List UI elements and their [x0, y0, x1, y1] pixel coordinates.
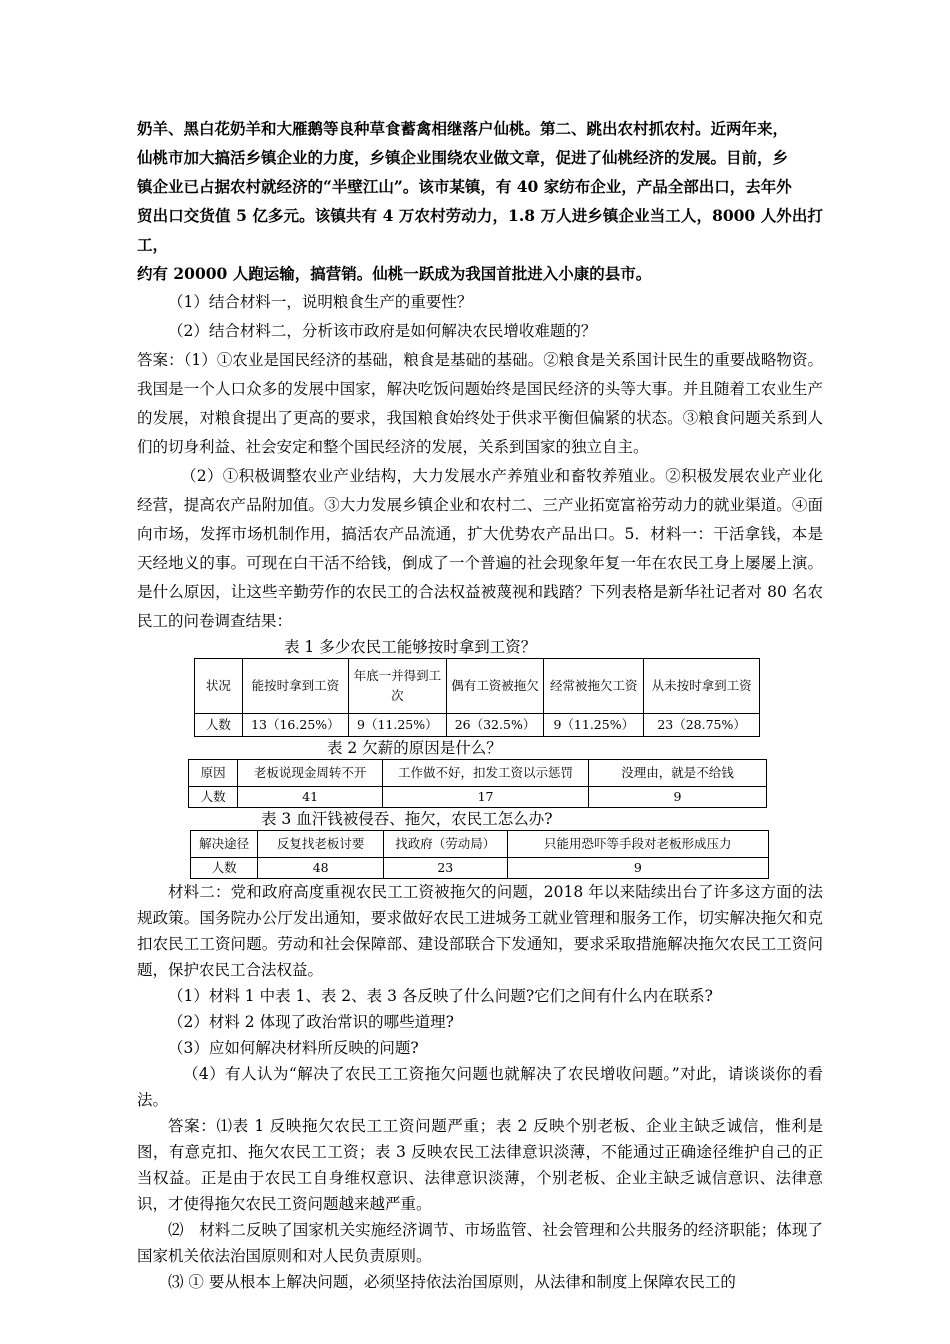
- table-cell: 23（28.75%）: [644, 714, 760, 737]
- table3: [190, 830, 769, 879]
- table-cell: 人数: [191, 858, 258, 879]
- table1: [194, 658, 760, 737]
- table-cell: 反复找老板讨要: [258, 831, 384, 858]
- table-cell: 人数: [189, 787, 238, 808]
- table3-caption: 表 3 血汗钱被侵吞、拖欠，农民工怎么办?: [261, 810, 553, 828]
- table-cell: 从未按时拿到工资: [644, 659, 760, 714]
- table-cell: 状况: [195, 659, 243, 714]
- table-cell: 9: [507, 858, 768, 879]
- material-2: 材料二：党和政府高度重视农民工工资被拖欠的问题，2018 年以来陆续出台了许多这方面的法规政策。国务院办公厅发出通知，要求做好农民工进城务工就业管理和服务工作，切实解决拖欠和克扣农民工工资问题。劳动和社会保障部、建设部联合下发通知，要求采取措施解决拖欠农民工工资问题，保护农民工合法权益。: [137, 883, 823, 979]
- intro-paragraph: [137, 114, 823, 288]
- table-row: [195, 714, 760, 737]
- question-5-2: （2）材料 2 体现了政治常识的哪些道理?: [168, 1013, 454, 1031]
- question-5-3: （3）应如何解决材料所反映的问题?: [168, 1039, 419, 1057]
- table-cell: 老板说现金周转不开: [238, 760, 383, 787]
- question-5-1: （1）材料 1 中表 1、表 2、表 3 各反映了什么问题?它们之间有什么内在联系?: [168, 987, 713, 1005]
- table-header-row: [189, 760, 767, 787]
- table-header-row: [191, 831, 769, 858]
- table-cell: 工作做不好，扣发工资以示惩罚: [383, 760, 589, 787]
- table-cell: 偶有工资被拖欠: [446, 659, 544, 714]
- table-cell: 9: [589, 787, 767, 808]
- answer-5-1: 答案：⑴表 1 反映拖欠农民工工资问题严重；表 2 反映个别老板、企业主缺乏诚信，惟利是图，有意克扣、拖欠农民工工资；表 3 反映农民工法律意识淡薄，不能通过正确途径维护自己的正当权益。正是由于农民工自身维权意识、法律意识淡薄，个别老板、企业主缺乏诚信意识、法律意识，才使得拖欠农民工资问题越来越严重。: [137, 1117, 823, 1213]
- table-cell: 原因: [189, 760, 238, 787]
- intro-line: 贸出口交货值 5 亿多元。该镇共有 4 万农村劳动力，1.8 万人进乡镇企业当工人，8000 人外出打工，: [137, 206, 823, 254]
- table-cell: 48: [258, 858, 384, 879]
- table-cell: 23: [383, 858, 507, 879]
- table-row: [191, 858, 769, 879]
- table-header-row: [195, 659, 760, 714]
- table-cell: 26（32.5%）: [446, 714, 544, 737]
- table-cell: 年底一并得到工次: [348, 659, 446, 714]
- table-cell: 9（11.25%）: [544, 714, 644, 737]
- table-cell: 能按时拿到工资: [242, 659, 348, 714]
- question-4-1: （1）结合材料一，说明粮食生产的重要性？: [168, 293, 473, 311]
- question-4-2: （2）结合材料二，分析该市政府是如何解决农民增收难题的？: [168, 322, 597, 340]
- table-cell: 经常被拖欠工资: [544, 659, 644, 714]
- table1-caption: 表 1 多少农民工能够按时拿到工资？: [284, 638, 537, 656]
- table-cell: 41: [238, 787, 383, 808]
- answer-5-3: ⑶ ① 要从根本上解决问题，必须坚持依法治国原则，从法律和制度上保障农民工的: [168, 1273, 736, 1291]
- table2-caption: 表 2 欠薪的原因是什么？: [327, 739, 502, 757]
- answer-4-part2: （2）①积极调整农业产业结构，大力发展水产养殖业和畜牧养殖业。②积极发展农业产业化经营，提高农产品附加值。③大力发展乡镇企业和农村二、三产业拓宽富裕劳动力的就业渠道。④面向市场，发挥市场机制作用，搞活农产品流通，扩大优势农产品出口。5．材料一：干活拿钱，本是天经地义的事。可现在白干活不给钱，倒成了一个普遍的社会现象年复一年在农民工身上屡屡上演。是什么原因，让这些辛勤劳作的农民工的合法权益被蔑视和践踏？下列表格是新华社记者对 80 名农民工的问卷调查结果：: [137, 467, 823, 630]
- table2: [188, 759, 767, 808]
- table-cell: 解决途径: [191, 831, 258, 858]
- intro-line: 仙桃市加大搞活乡镇企业的力度，乡镇企业围绕农业做文章，促进了仙桃经济的发展。目前，乡: [137, 148, 789, 167]
- table-cell: 17: [383, 787, 589, 808]
- table-row: [189, 787, 767, 808]
- intro-line: 奶羊、黑白花奶羊和大雁鹅等良种草食蓄禽相继落户仙桃。第二、跳出农村抓农村。近两年来，: [137, 119, 789, 138]
- question-5-4: （4）有人认为“解决了农民工工资拖欠问题也就解决了农民增收问题。”对此，请谈谈你的看法。: [137, 1065, 823, 1109]
- table-cell: 13（16.25%）: [242, 714, 348, 737]
- table-cell: 9（11.25%）: [348, 714, 446, 737]
- table-cell: 人数: [195, 714, 243, 737]
- intro-line: 镇企业已占据农村就经济的“半壁江山”。该市某镇，有 40 家纺布企业，产品全部出口，去年外: [137, 177, 792, 196]
- answer-5-2: ⑵ 材料二反映了国家机关实施经济调节、市场监管、社会管理和公共服务的经济职能；体现了国家机关依法治国原则和对人民负责原则。: [137, 1221, 823, 1265]
- table-cell: 只能用恐吓等手段对老板形成压力: [507, 831, 768, 858]
- intro-line: 约有 20000 人跑运输，搞营销。仙桃一跃成为我国首批进入小康的县市。: [137, 264, 652, 283]
- answer-4-part1: 答案：（1）①农业是国民经济的基础，粮食是基础的基础。②粮食是关系国计民生的重要战略物资。我国是一个人口众多的发展中国家，解决吃饭问题始终是国民经济的头等大事。并且随着工农业生产的发展，对粮食提出了更高的要求，我国粮食始终处于供求平衡但偏紧的状态。③粮食问题关系到人们的切身利益、社会安定和整个国民经济的发展，关系到国家的独立自主。: [137, 351, 823, 456]
- table-cell: 没理由，就是不给钱: [589, 760, 767, 787]
- table-cell: 找政府（劳动局）: [383, 831, 507, 858]
- document-page: [137, 114, 823, 1295]
